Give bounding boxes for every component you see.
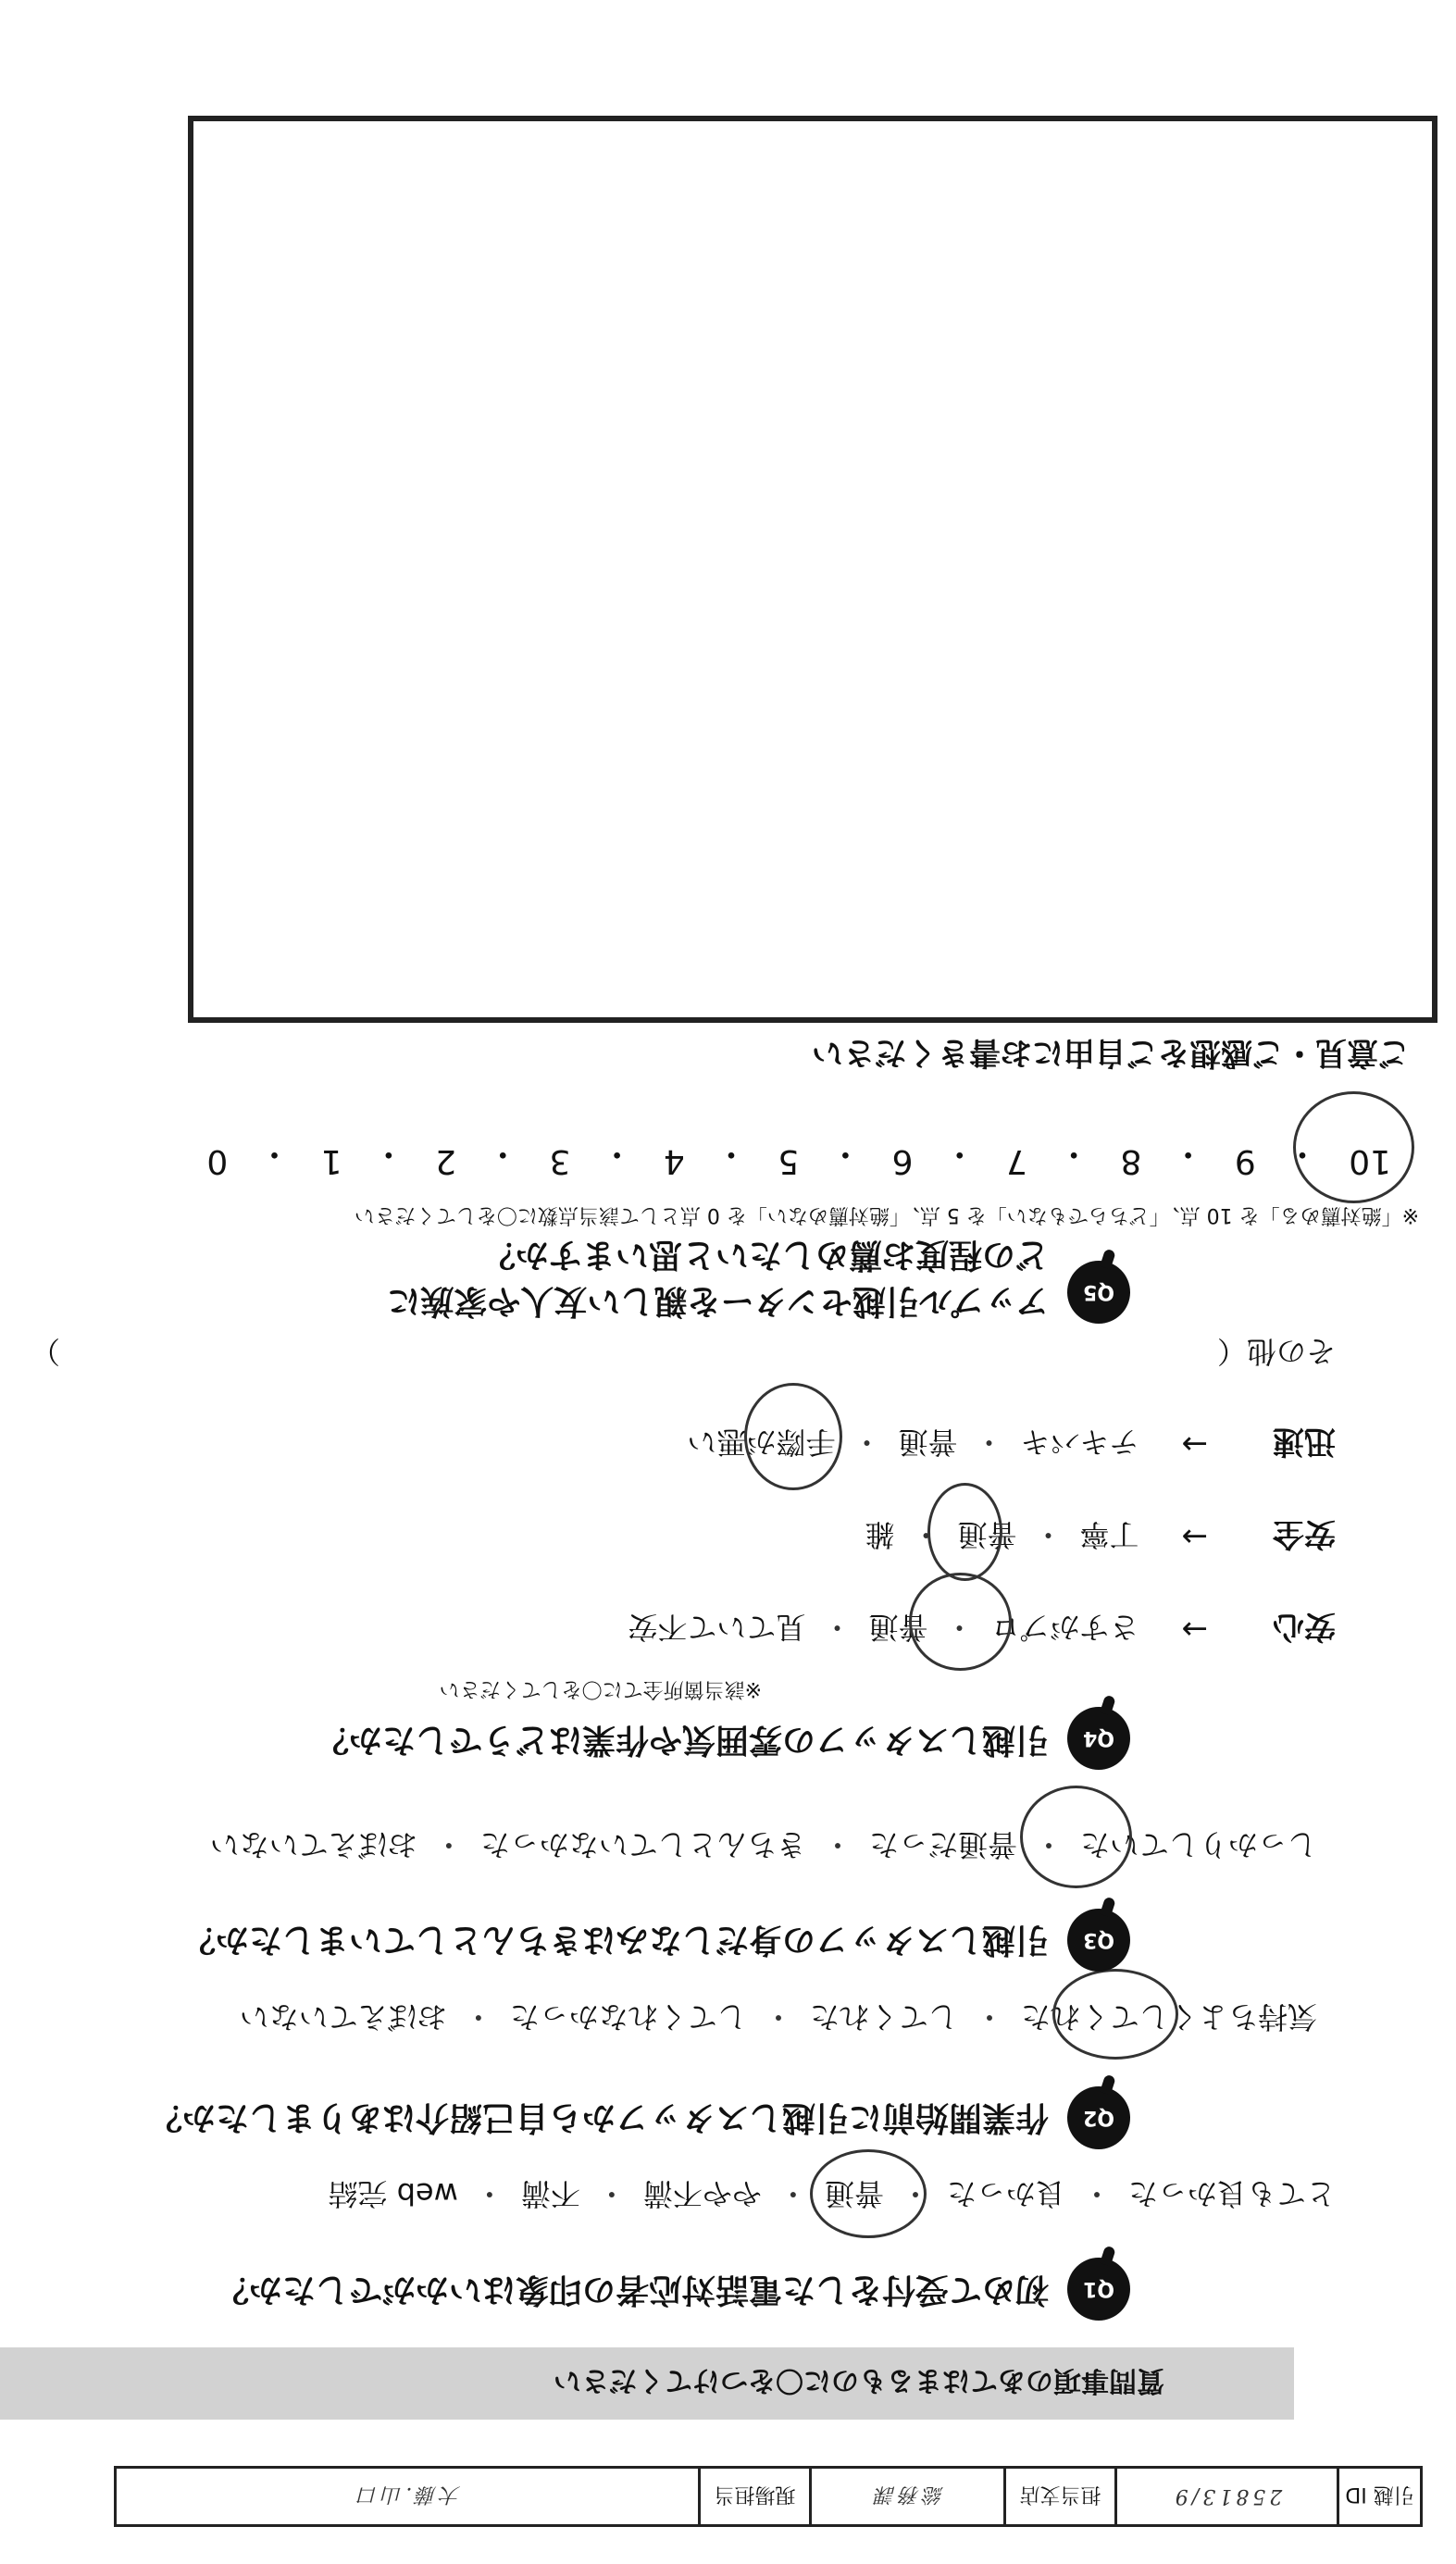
q5-score[interactable]: 4: [663, 1142, 685, 1180]
q4-jinsoku-selection-circle: [744, 1383, 842, 1490]
q4-other-label: その他（: [1216, 1334, 1336, 1369]
q1-option[interactable]: とても良かった: [1127, 2176, 1336, 2211]
q5-score[interactable]: 3: [549, 1142, 571, 1180]
q4-question: 引越しスタッフの雰囲気や作業はどうでしたか？: [315, 1721, 1049, 1759]
q5-badge: Q5: [1067, 1261, 1130, 1324]
q2-option[interactable]: 気持ちよくしてくれた: [1020, 1999, 1317, 2035]
q5-score[interactable]: 1: [320, 1142, 342, 1180]
q2-selection-circle: [1052, 1969, 1178, 2060]
q3-option[interactable]: しっかりしていた: [1079, 1827, 1317, 1862]
q1-selection-circle: [810, 2149, 927, 2238]
id-label: 引越 ID: [1337, 2469, 1420, 2524]
q2-question: 作業開始前に引越しスタッフから自己紹介はありましたか？: [148, 2098, 1049, 2136]
q1-badge: Q1: [1067, 2258, 1130, 2321]
q1-question: 初めて受付をした電話対応者の印象はいかがでしたか？: [215, 2271, 1049, 2309]
q4-note: ※該当箇所全てに〇をしてください: [439, 1677, 762, 1700]
q1-option[interactable]: やや不満: [642, 2176, 762, 2211]
arrow-icon: →: [1181, 1611, 1208, 1649]
q5-score[interactable]: 8: [1120, 1142, 1142, 1180]
id-value: 25813/9: [1114, 2469, 1337, 2524]
q2-option[interactable]: おぼえていない: [239, 1999, 447, 2035]
q4-option[interactable]: 雑: [865, 1517, 895, 1553]
q4-anshin-selection-circle: [909, 1573, 1012, 1671]
q5-score[interactable]: 10: [1349, 1142, 1391, 1180]
q5-score[interactable]: 0: [206, 1142, 229, 1180]
instruction-banner: 質問事項のあてはまるものに〇をつけてください: [0, 2347, 1294, 2420]
q3-option[interactable]: おぼえていない: [209, 1827, 417, 1862]
q5-score[interactable]: 7: [1006, 1142, 1027, 1180]
q4-option[interactable]: 普通: [868, 1610, 928, 1646]
q3-badge: Q3: [1067, 1909, 1130, 1972]
q1-option[interactable]: 普通: [824, 2176, 884, 2211]
q5-selection-circle: [1293, 1091, 1414, 1203]
q4-option[interactable]: テキパキ: [1020, 1425, 1139, 1461]
q2-badge: Q2: [1067, 2086, 1130, 2149]
q4-row-label: 安全: [1273, 1515, 1336, 1552]
comment-box[interactable]: [188, 116, 1437, 1023]
arrow-icon: →: [1181, 1518, 1208, 1556]
q4-row-anzen: 安全 → 丁寧 ・ 普通 ・ 雑: [865, 1514, 1336, 1560]
assignee-value: 大藤.山口: [354, 2483, 461, 2507]
q5-scale: 10 ・ 9 ・ 8 ・ 7 ・ 6 ・ 5 ・ 4 ・ 3 ・ 2 ・ 1 ・ 0: [206, 1135, 1391, 1180]
q4-option[interactable]: 手際が悪い: [687, 1425, 836, 1461]
comment-title: ご意見・ご感想をご自由にお書きください: [812, 1034, 1410, 1071]
header-table: [114, 2466, 1423, 2527]
q4-other-close: ）: [31, 1334, 61, 1369]
q5-note: ※「絶対薦める」を 10 点、「どちらでもない」を 5 点、「絶対薦めない」を 0 点として該当点数に〇をしてください: [354, 1203, 1419, 1226]
q3-question: 引越しスタッフの身だしなみはきちんとしていましたか？: [181, 1921, 1049, 1959]
q4-option[interactable]: 見ていて不安: [628, 1610, 806, 1646]
q4-other: [31, 1332, 1336, 1375]
q1-options: とても良かった ・ 良かった ・ 普通 ・ やや不満 ・ 不満 ・ web 完結: [328, 2174, 1336, 2217]
q4-option[interactable]: 丁寧: [1079, 1517, 1139, 1553]
q1-option[interactable]: 良かった: [946, 2176, 1065, 2211]
q1-option[interactable]: 不満: [520, 2176, 580, 2211]
q5-score[interactable]: 2: [435, 1142, 456, 1180]
q4-anzen-selection-circle: [927, 1483, 1002, 1581]
q3-options: しっかりしていた ・ 普通だった ・ きちんとしていなかった ・ おぼえていない: [210, 1825, 1317, 1868]
q5-score[interactable]: 5: [778, 1142, 800, 1180]
q4-row-label: 安心: [1273, 1608, 1336, 1645]
assignee-label: 現場担当: [698, 2469, 809, 2524]
q5-score[interactable]: 9: [1234, 1142, 1256, 1180]
q3-option[interactable]: きちんとしていなかった: [479, 1827, 806, 1862]
q4-option[interactable]: さすがプロ: [990, 1610, 1139, 1646]
q3-option[interactable]: 普通だった: [868, 1827, 1017, 1862]
q4-row-anshin: 安心 → さすがプロ ・ 普通 ・ 見ていて不安: [628, 1607, 1336, 1652]
arrow-icon: →: [1181, 1425, 1208, 1463]
q4-option[interactable]: 普通: [898, 1425, 958, 1461]
q5-question: [387, 1231, 1049, 1324]
q2-option[interactable]: してくれなかった: [509, 1999, 747, 2035]
q5-score[interactable]: 6: [891, 1142, 914, 1180]
q4-row-jinsoku: 迅速 → テキパキ ・ 普通 ・ 手際が悪い: [687, 1422, 1336, 1467]
branch-value: 総務課: [809, 2469, 1003, 2524]
q2-options: 気持ちよくしてくれた ・ してくれた ・ してくれなかった ・ おぼえていない: [240, 1998, 1317, 2040]
q4-row-label: 迅速: [1273, 1423, 1336, 1460]
q3-selection-circle: [1020, 1786, 1132, 1888]
q2-option[interactable]: してくれた: [809, 1999, 958, 2035]
branch-label: 担当支店: [1003, 2469, 1114, 2524]
q4-badge: Q4: [1067, 1707, 1130, 1770]
q5-question-line1: アップル引越センターを親しい友人や家族に: [387, 1282, 1049, 1320]
q1-option[interactable]: web 完結: [328, 2176, 458, 2211]
q5-question-line2: どの程度お薦めしたいと思いますか？: [481, 1236, 1049, 1274]
q4-option[interactable]: 普通: [957, 1517, 1017, 1553]
